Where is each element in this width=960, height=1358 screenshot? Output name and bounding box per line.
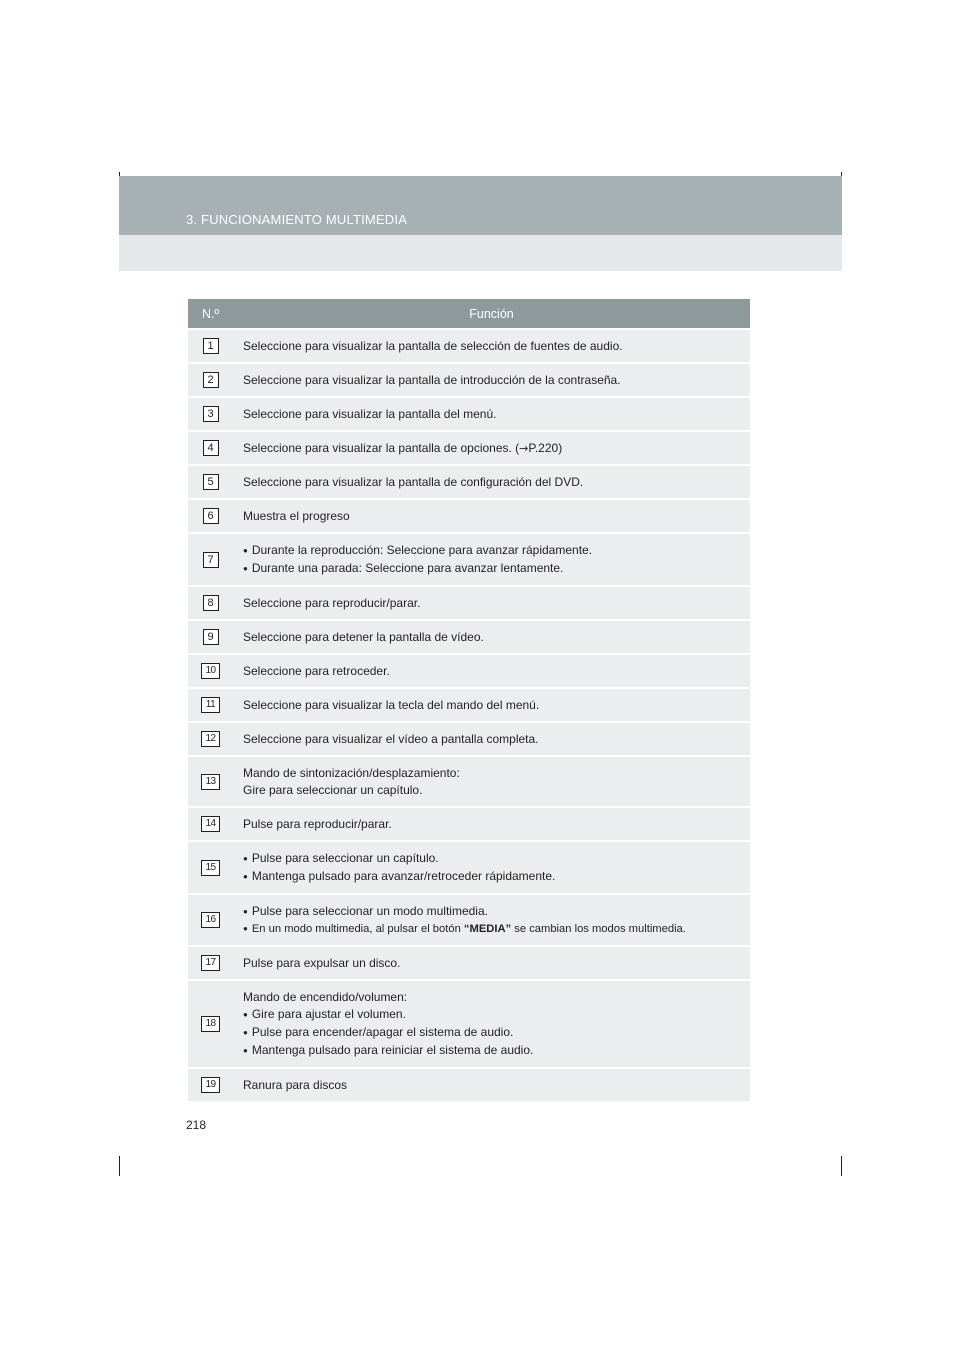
bullet-item: ● Durante una parada: Seleccione para avanzar lentamente. [243, 560, 742, 578]
item-number: 2 [203, 372, 219, 388]
bullet-item: ● Mantenga pulsado para reiniciar el sistema de audio. [243, 1042, 742, 1060]
column-header-function: Función [233, 299, 750, 329]
bullet-item: ● Durante la reproducción: Seleccione para avanzar rápidamente. [243, 542, 742, 560]
item-number: 16 [201, 912, 220, 928]
function-text: Seleccione para reproducir/parar. [233, 586, 750, 620]
table-row [188, 894, 750, 946]
item-number: 4 [203, 440, 219, 456]
table-row [188, 620, 750, 654]
function-text: Seleccione para visualizar el vídeo a pantalla completa. [233, 722, 750, 756]
item-number: 6 [203, 508, 219, 524]
function-text: Ranura para discos [233, 1068, 750, 1101]
function-text [233, 756, 750, 807]
table-row [188, 946, 750, 980]
table-row [188, 841, 750, 894]
crop-mark-bottom-left [119, 1156, 120, 1176]
function-text-main: Seleccione para visualizar la pantalla de opciones. ( [243, 441, 520, 455]
text-line: Gire para seleccionar un capítulo. [243, 783, 423, 797]
item-number: 7 [203, 552, 219, 568]
function-text: Seleccione para retroceder. [233, 654, 750, 688]
page-number: 218 [186, 1118, 207, 1132]
media-button-label: “MEDIA” [463, 923, 512, 935]
item-number: 3 [203, 406, 219, 422]
item-number: 14 [201, 816, 220, 832]
item-number: 15 [201, 860, 220, 876]
function-text [233, 980, 750, 1068]
table-row [188, 586, 750, 620]
bullet-text: se cambian los modos multimedia. [511, 923, 686, 935]
section-title: 3. FUNCIONAMIENTO MULTIMEDIA [186, 212, 408, 227]
bullet-text: En un modo multimedia, al pulsar el botón [251, 923, 464, 935]
function-text: Seleccione para visualizar la pantalla del menú. [233, 397, 750, 431]
section-header-strip [119, 235, 842, 271]
function-text: Seleccione para visualizar la pantalla de configuración del DVD. [233, 465, 750, 499]
item-number: 8 [203, 595, 219, 611]
bullet-item: ● Pulse para encender/apagar el sistema de audio. [243, 1024, 742, 1042]
function-table [188, 299, 750, 1101]
table-row [188, 397, 750, 431]
item-number: 13 [201, 774, 220, 790]
table-row [188, 363, 750, 397]
bullet-item: ● Pulse para seleccionar un capítulo. [243, 850, 742, 868]
table-row [188, 756, 750, 807]
item-number: 19 [201, 1077, 220, 1093]
function-text [233, 894, 750, 946]
item-number: 11 [201, 697, 220, 713]
table-row [188, 465, 750, 499]
table-row [188, 807, 750, 841]
function-text: Seleccione para visualizar la pantalla de introducción de la contraseña. [233, 363, 750, 397]
item-number: 12 [201, 731, 220, 747]
item-number: 17 [201, 955, 220, 971]
bullet-item: ● Pulse para seleccionar un modo multimedia. [243, 903, 742, 921]
table-row [188, 431, 750, 465]
table-row [188, 654, 750, 688]
bullet-item: ● Mantenga pulsado para avanzar/retroceder rápidamente. [243, 868, 742, 886]
function-text [233, 431, 750, 465]
arrow-right-icon: → [519, 442, 529, 455]
bullet-item [243, 921, 742, 938]
table-header-row [188, 299, 750, 329]
item-number: 10 [201, 663, 220, 679]
function-text: Seleccione para visualizar la tecla del mando del menú. [233, 688, 750, 722]
table-row [188, 499, 750, 533]
item-number: 18 [201, 1016, 220, 1032]
function-text: Pulse para reproducir/parar. [233, 807, 750, 841]
function-text: Seleccione para visualizar la pantalla de selección de fuentes de audio. [233, 329, 750, 363]
table-row [188, 980, 750, 1068]
table-row [188, 533, 750, 586]
column-header-number: N.º [188, 299, 233, 329]
table-row [188, 688, 750, 722]
table-row [188, 722, 750, 756]
function-text: Seleccione para detener la pantalla de vídeo. [233, 620, 750, 654]
text-line: Mando de encendido/volumen: [243, 990, 408, 1004]
text-line: Mando de sintonización/desplazamiento: [243, 766, 460, 780]
table-row [188, 329, 750, 363]
function-text [233, 841, 750, 894]
item-number: 5 [203, 474, 219, 490]
function-text: Pulse para expulsar un disco. [233, 946, 750, 980]
function-text: Muestra el progreso [233, 499, 750, 533]
crop-mark-bottom-right [841, 1156, 842, 1176]
function-text [233, 533, 750, 586]
page-reference-link[interactable]: P.220) [528, 441, 563, 455]
item-number: 9 [203, 629, 219, 645]
table-row [188, 1068, 750, 1101]
bullet-item: ● Gire para ajustar el volumen. [243, 1006, 742, 1024]
item-number: 1 [203, 338, 219, 354]
